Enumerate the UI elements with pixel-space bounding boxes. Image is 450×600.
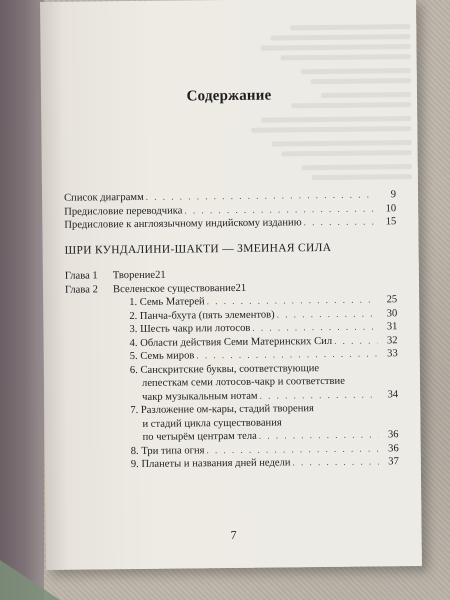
- book-spine-edge: [0, 0, 44, 600]
- chapter-page: 21: [155, 269, 166, 281]
- leader-dots: [304, 215, 377, 229]
- chapter-title: Вселенское существование: [112, 282, 236, 295]
- leader-dots: [334, 334, 378, 348]
- subsection-title: 1. Семь Матерей: [129, 296, 205, 309]
- toc-entry-page: 9: [390, 189, 397, 201]
- toc-entry: [64, 215, 396, 232]
- subsection-title: 3. Шесть чакр или лотосов: [129, 322, 251, 336]
- leader-dots: [292, 455, 378, 469]
- leader-dots: [260, 388, 379, 403]
- front-matter-list: [64, 188, 396, 232]
- toc-entry-page: 15: [385, 216, 397, 228]
- toc-entry-label: Предисловие к англоязычному индийскому изданию: [64, 217, 302, 231]
- toc-entry-label: Предисловие переводчика: [64, 204, 183, 218]
- chapter-number: Глава 2: [64, 283, 98, 296]
- subsection-title-line: лепесткам семи лотосов-чакр и соответствие: [141, 375, 345, 389]
- subsection-title: 4. Области действия Семи Материнских Сил: [129, 335, 333, 349]
- subsection-title: 5. Семь миров: [129, 350, 195, 363]
- subsection-row: [67, 455, 399, 472]
- subsection-row: [66, 401, 398, 445]
- subsection-title-line: 6. Санскритские буквы, соответствующие: [129, 362, 320, 376]
- subsection-title: 2. Панча-бхута (пять элементов): [129, 309, 275, 322]
- subsection-page: 25: [386, 294, 398, 306]
- subsection-last-line: [130, 388, 398, 404]
- chapter-number: Глава 1: [64, 270, 98, 282]
- chapter-page: 21: [235, 282, 247, 294]
- subsection-page: 37: [388, 456, 399, 468]
- subsection-page: 30: [386, 307, 398, 319]
- toc-entry-label: Список диаграмм: [64, 191, 144, 204]
- page-number: 7: [230, 527, 237, 543]
- toc-entry-page: 10: [385, 202, 397, 214]
- subsection-page: 36: [387, 429, 399, 441]
- subsection-page: 33: [387, 348, 398, 360]
- book-page: [40, 0, 422, 570]
- subsection-page: 32: [386, 334, 398, 346]
- subsection-title-line: чакр музыкальным нотам: [142, 390, 258, 403]
- subsection-title: 8. Три типа огня: [130, 444, 205, 457]
- subsection-row: [66, 361, 398, 405]
- leader-dots: [252, 320, 377, 335]
- subsection-page: 34: [387, 388, 399, 400]
- subsection-page: 31: [386, 321, 398, 333]
- subsection-title-line: по четырём центрам тела: [142, 430, 257, 443]
- leader-dots: [259, 428, 379, 443]
- subsection-title-line: 7. Разложение ом-кары, стадий творения: [130, 403, 314, 417]
- page-title: Содержание: [186, 87, 272, 105]
- subsection-page: 36: [388, 442, 399, 454]
- chapter-title: Творение: [112, 269, 156, 282]
- subsection-title-line: и стадий цикла существования: [142, 416, 282, 430]
- leader-dots: [196, 347, 377, 362]
- subsection-title: 9. Планеты и названия дней недели: [130, 457, 291, 471]
- chapter-list: [65, 266, 399, 472]
- section-heading: ШРИ КУНДАЛИНИ-ШАКТИ — ЗМЕИНАЯ СИЛА: [64, 241, 332, 257]
- leader-dots: [277, 307, 378, 322]
